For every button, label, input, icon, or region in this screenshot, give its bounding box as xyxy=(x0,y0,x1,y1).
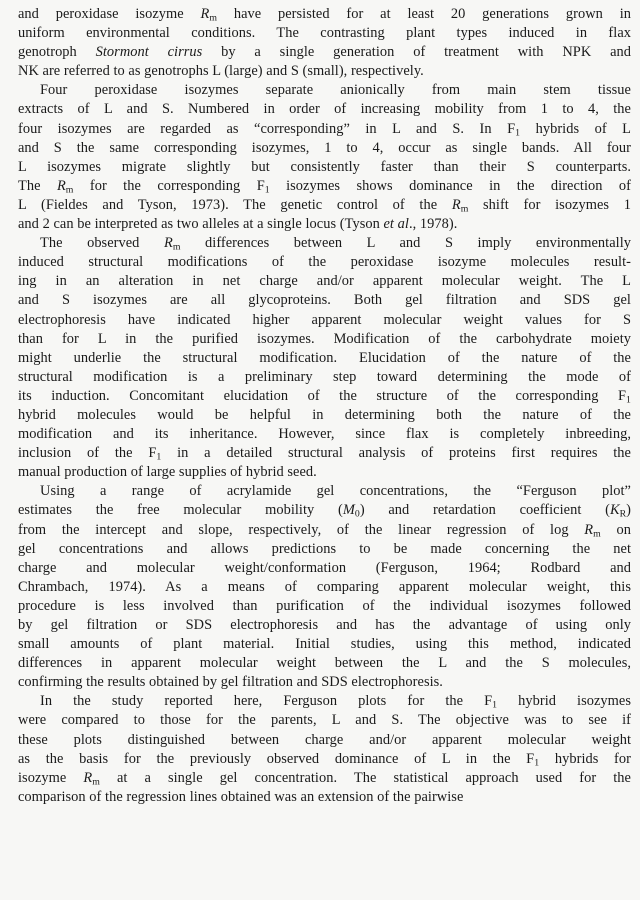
text-run: shift for isozymes 1 xyxy=(468,196,631,213)
text-run: In the study reported here, Ferguson plots for the F xyxy=(40,693,493,710)
text-run: hybrid isozymes xyxy=(497,693,631,710)
paragraph-p5 xyxy=(18,692,631,807)
subscript: 0 xyxy=(354,508,360,520)
text-run: and peroxidase isozyme xyxy=(18,6,201,22)
subscript: 1 xyxy=(515,127,521,138)
subscript: R xyxy=(619,508,627,520)
subscript: 1 xyxy=(626,394,631,406)
text-run: ) xyxy=(626,502,631,519)
text-run: uniform environmental conditions. The contrasting plant types induced in flax xyxy=(18,25,631,42)
text-run: Using a range of acrylamide gel concentrations, the “Ferguson plot” xyxy=(40,483,631,500)
text-run: modification and its inheritance. However, since flax is completely inbreeding, xyxy=(18,426,631,443)
text-run: by gel filtration or SDS electrophoresis and has the advantage of using only xyxy=(18,617,631,633)
text-run: for the corresponding F xyxy=(73,177,265,194)
text-run: than for L in the purified isozymes. Modification of the carbohydrate moiety xyxy=(18,330,631,347)
italic-run: R xyxy=(451,196,461,213)
text-run: extracts of L and S. Numbered in order of increasing mobility from 1 to 4, the xyxy=(18,101,631,118)
italic-run: R xyxy=(83,769,93,786)
text-run: hybrids for xyxy=(539,750,631,767)
text-run: from the intercept and slope, respectively, of the linear regression of log xyxy=(18,521,585,538)
text-run: gel concentrations and allows predictions to be made concerning the net xyxy=(18,540,631,557)
text-line xyxy=(18,139,631,158)
text-line xyxy=(18,291,631,310)
text-line xyxy=(18,387,631,406)
text-line xyxy=(18,62,631,81)
text-line xyxy=(18,463,631,482)
text-run: ing in an alteration in net charge and/or apparent molecular weight. The L xyxy=(18,273,631,290)
text-run: L isozymes migrate slightly but consistently faster than their S counterparts. xyxy=(18,158,631,175)
text-line xyxy=(18,692,631,711)
text-line xyxy=(18,158,631,177)
subscript: m xyxy=(92,776,100,788)
subscript: 1 xyxy=(156,451,162,463)
text-run: estimates the free molecular mobility ( xyxy=(18,502,343,519)
paragraph-p1 xyxy=(18,5,631,81)
text-line xyxy=(18,711,631,730)
text-line xyxy=(18,330,631,349)
paragraph-p2 xyxy=(18,81,631,234)
text-run: its induction. Concomitant elucidation of the structure of the corresponding F xyxy=(18,387,627,404)
text-run: The observed xyxy=(40,235,164,252)
text-run: four isozymes are regarded as “corresponding” in L and S. In F xyxy=(18,120,516,137)
text-run: hybrid molecules would be helpful in determining both the nature of the xyxy=(18,406,631,423)
text-line xyxy=(18,750,631,769)
text-run: confirming the results obtained by gel filtration and SDS electrophoresis. xyxy=(18,674,443,691)
text-run: genotroph xyxy=(18,44,96,61)
text-run: Four peroxidase isozymes separate anionically from main stem tissue xyxy=(40,82,631,99)
text-line xyxy=(18,215,631,234)
text-run: on xyxy=(600,521,631,538)
italic-run: R xyxy=(56,177,66,194)
text-run: The xyxy=(18,177,57,194)
text-run: ., 1978). xyxy=(408,216,458,233)
text-line xyxy=(18,425,631,444)
text-line xyxy=(18,559,631,578)
paragraph-p3 xyxy=(18,234,631,482)
text-run: have persisted for at least 20 generations grown in xyxy=(217,6,631,22)
italic-run: Stormont cirrus xyxy=(95,44,203,61)
paragraph-p4 xyxy=(18,482,631,692)
italic-run: M xyxy=(342,502,355,519)
text-line xyxy=(18,578,631,597)
text-line xyxy=(18,731,631,750)
italic-run: K xyxy=(609,502,620,519)
text-line xyxy=(18,788,631,807)
text-line xyxy=(18,501,631,520)
italic-run: R xyxy=(584,521,594,538)
subscript: 1 xyxy=(534,757,540,769)
subscript: 1 xyxy=(264,184,270,196)
text-run: differences in apparent molecular weight between the L and the S molecules, xyxy=(18,655,631,672)
text-run: charge and molecular weight/conformation (Ferguson, 1964; Rodbard and xyxy=(18,559,631,576)
subscript: 1 xyxy=(492,699,498,711)
text-run: Chrambach, 1974). As a means of comparing apparent molecular weight, this xyxy=(18,578,631,595)
text-run: these plots distinguished between charge and/or apparent molecular weight xyxy=(18,731,631,748)
italic-run: et al xyxy=(383,216,409,233)
text-run: induced structural modifications of the peroxidase isozyme molecules result- xyxy=(18,254,631,271)
italic-run: R xyxy=(163,235,173,252)
subscript: m xyxy=(65,184,74,196)
text-line xyxy=(18,43,631,62)
text-line xyxy=(18,5,631,24)
text-line xyxy=(18,100,631,119)
text-run: as the basis for the previously observed dominance of L in the F xyxy=(18,750,535,767)
text-line xyxy=(18,120,631,139)
text-line xyxy=(18,521,631,540)
text-line xyxy=(18,769,631,788)
subscript: m xyxy=(593,527,601,539)
text-line xyxy=(18,406,631,425)
subscript: m xyxy=(172,241,181,253)
text-line xyxy=(18,196,631,215)
text-line xyxy=(18,673,631,692)
text-line xyxy=(18,177,631,196)
text-run: inclusion of the F xyxy=(18,445,157,462)
text-run: procedure is less involved than purification of the individual isozymes followed xyxy=(18,597,631,614)
text-line xyxy=(18,81,631,100)
text-run: electrophoresis have indicated higher apparent molecular weight values for S xyxy=(18,311,631,328)
text-run: isozyme xyxy=(18,769,84,786)
text-run: isozymes shows dominance in the direction of xyxy=(269,177,631,194)
text-run: NK are referred to as genotrophs L (large) and S (small), respectively. xyxy=(18,63,424,80)
text-run: and S isozymes are all glycoproteins. Both gel filtration and SDS gel xyxy=(18,292,631,309)
text-run: manual production of large supplies of hybrid seed. xyxy=(18,464,317,481)
text-line xyxy=(18,616,631,635)
subscript: m xyxy=(460,203,469,215)
text-line xyxy=(18,368,631,387)
text-run: at a single gel concentration. The statistical approach used for the xyxy=(99,769,631,786)
text-run: L (Fieldes and Tyson, 1973). The genetic control of the xyxy=(18,196,452,213)
text-run: were compared to those for the parents, L and S. The objective was to see if xyxy=(18,712,631,729)
text-line xyxy=(18,349,631,368)
text-run: hybrids of L xyxy=(520,120,631,137)
subscript: m xyxy=(209,12,218,24)
text-run: and 2 can be interpreted as two alleles at a single locus (Tyson xyxy=(18,216,384,233)
italic-run: R xyxy=(200,6,210,22)
text-line xyxy=(18,482,631,501)
text-line xyxy=(18,253,631,272)
text-run: structural modification is a preliminary step toward determining the mode of xyxy=(18,368,631,385)
text-run: ) and retardation coefficient ( xyxy=(359,502,610,519)
text-run: and S the same corresponding isozymes, 1 to 4, occur as single bands. All four xyxy=(18,139,631,156)
text-line xyxy=(18,311,631,330)
text-line xyxy=(18,635,631,654)
text-run: small amounts of plant material. Initial studies, using this method, indicated xyxy=(18,636,631,653)
text-line xyxy=(18,272,631,291)
text-line xyxy=(18,540,631,559)
text-run: by a single generation of treatment with NPK and xyxy=(202,44,631,61)
text-line xyxy=(18,597,631,616)
text-line xyxy=(18,234,631,253)
text-line xyxy=(18,444,631,463)
text-line xyxy=(18,654,631,673)
text-run: might underlie the structural modification. Elucidation of the nature of the xyxy=(18,349,631,366)
text-run: comparison of the regression lines obtained was an extension of the pairwise xyxy=(18,788,464,805)
text-run: in a detailed structural analysis of proteins first requires the xyxy=(161,445,631,462)
text-line xyxy=(18,24,631,43)
text-run: differences between L and S imply environmentally xyxy=(180,235,631,252)
